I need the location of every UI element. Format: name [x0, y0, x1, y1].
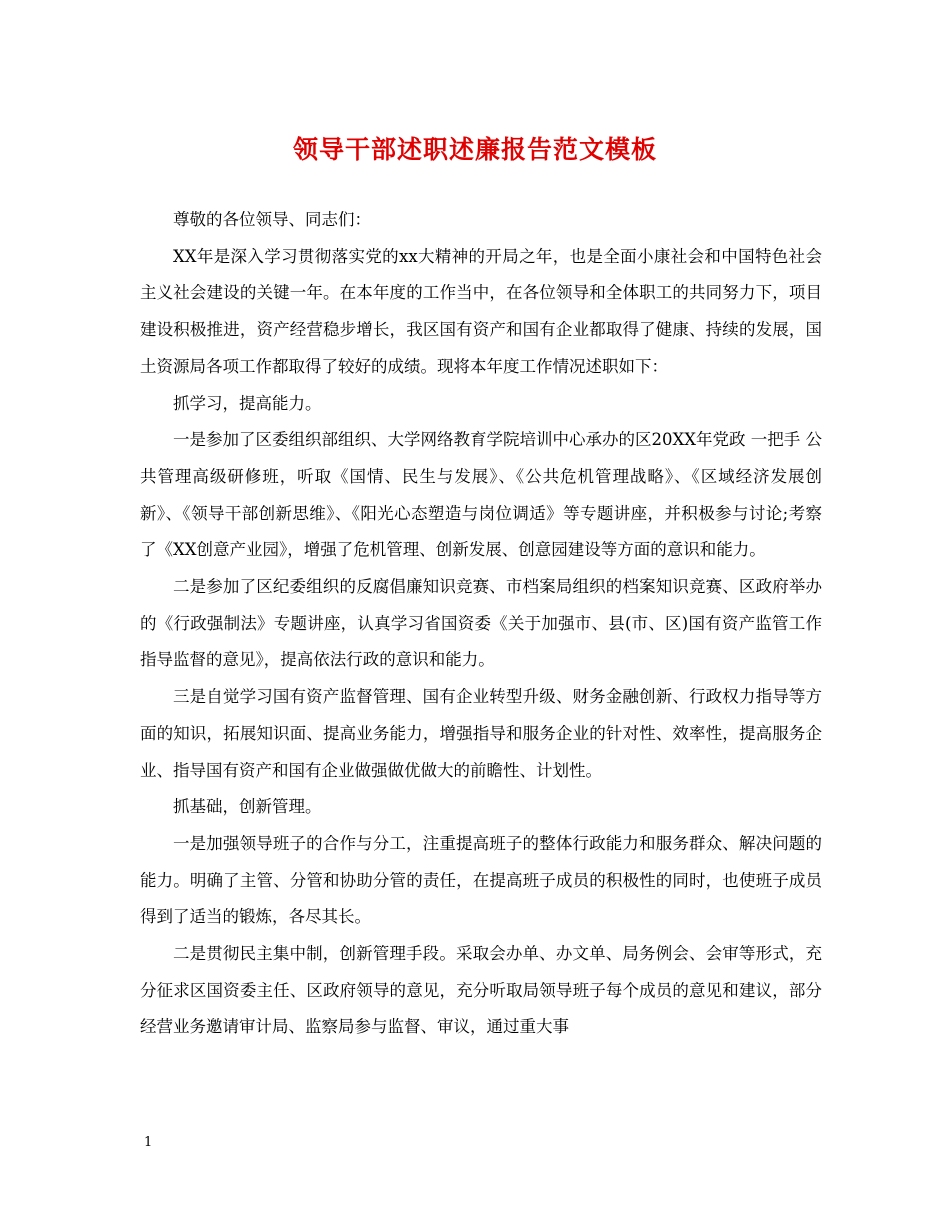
document-body — [140, 202, 822, 1046]
management-item-1-paragraph: 一是加强领导班子的合作与分工，注重提高班子的整体行政能力和服务群众、解决问题的能力。明确了主管、分管和协助分管的责任，在提高班子成员的积极性的同时，也使班子成员得到了适当的锻炼，各尽其长。 — [140, 833, 822, 927]
study-item-1-paragraph: 一是参加了区委组织部组织、大学网络教育学院培训中心承办的区20XX年党政 一把手 公共管理高级研修班，听取《国情、民生与发展》、《公共危机管理战略》、《区域经济发展创新》、《领导干部创新思维》、《阳光心态塑造与岗位调适》等专题讲座，并积极参与讨论;考察了《XX创意产业园》，增强了危机管理、创新发展、创意园建设等方面的意识和能力。 — [140, 430, 822, 560]
page-number: 1 — [144, 1135, 153, 1150]
management-item-2-paragraph: 二是贯彻民主集中制，创新管理手段。采取会办单、办文单、局务例会、会审等形式，充分征求区国资委主任、区政府领导的意见，充分听取局领导班子每个成员的意见和建议，部分经营业务邀请审计局、监察局参与监督、审议，通过重大事 — [140, 944, 822, 1037]
section-heading-study: 抓学习，提高能力。 — [173, 393, 322, 413]
study-item-3-paragraph: 三是自觉学习国有资产监督管理、国有企业转型升级、财务金融创新、行政权力指导等方面的知识，拓展知识面、提高业务能力，增强指导和服务企业的针对性、效率性，提高服务企业、指导国有资产和国有企业做强做优做大的前瞻性、计划性。 — [140, 687, 822, 780]
intro-paragraph: XX年是深入学习贯彻落实党的xx大精神的开局之年，也是全面小康社会和中国特色社会主义社会建设的关键一年。在本年度的工作当中，在各位领导和全体职工的共同努力下，项目建设积极推进，资产经营稳步增长，我区国有资产和国有企业都取得了健康、持续的发展，国土资源局各项工作都取得了较好的成绩。现将本年度工作情况述职如下： — [140, 246, 822, 376]
study-item-2-paragraph: 二是参加了区纪委组织的反腐倡廉知识竞赛、市档案局组织的档案知识竞赛、区政府举办的《行政强制法》专题讲座，认真学习省国资委《关于加强市、县(市、区)国有资产监管工作指导监督的意见》，提高依法行政的意识和能力。 — [140, 577, 822, 670]
document-title: 领导干部述职述廉报告范文模板 — [292, 135, 657, 164]
section-heading-management: 抓基础，创新管理。 — [173, 797, 322, 817]
salutation-paragraph: 尊敬的各位领导、同志们： — [173, 210, 371, 229]
